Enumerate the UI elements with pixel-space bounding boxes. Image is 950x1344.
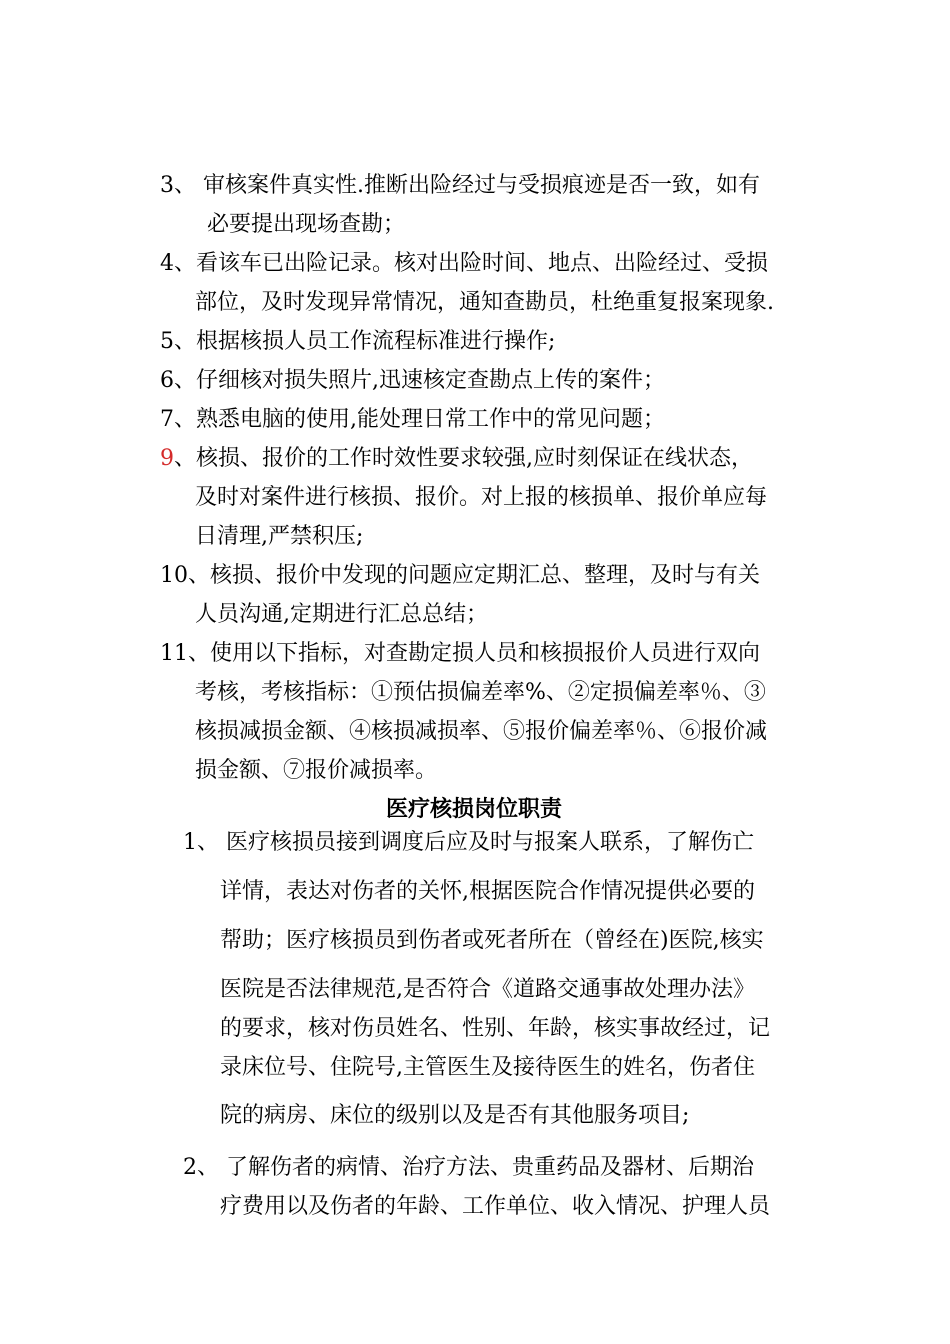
med-1-line-1: 1、 医疗核损员接到调度后应及时与报案人联系，了解伤亡 [183, 830, 754, 855]
item-11-line-1: 11、使用以下指标，对查勘定损人员和核损报价人员进行双向 [160, 641, 760, 666]
med-1-line-5: 的要求，核对伤员姓名、性别、年龄，核实事故经过，记 [220, 1016, 771, 1041]
item-3-line-1: 3、 审核案件真实性.推断出险经过与受损痕迹是否一致，如有 [160, 173, 760, 198]
item-5-line-1: 5、根据核损人员工作流程标准进行操作; [160, 329, 556, 354]
med-1-line-4: 医院是否法律规范,是否符合《道路交通事故处理办法》 [220, 977, 755, 1002]
item-9-line-3: 日清理,严禁积压; [195, 524, 364, 549]
item-9-line-1 [160, 444, 753, 474]
item-10-line-1: 10、核损、报价中发现的问题应定期汇总、整理，及时与有关 [160, 563, 760, 588]
item-11-line-3: 核损减损金额、④核损减损率、⑤报价偏差率％、⑥报价减 [195, 719, 768, 744]
section-title: 医疗核损岗位职责 [386, 796, 563, 822]
item-10-line-2: 人员沟通,定期进行汇总总结； [195, 602, 488, 627]
med-2-line-1: 2、 了解伤者的病情、治疗方法、贵重药品及器材、后期治 [183, 1155, 754, 1180]
item-9-line-2: 及时对案件进行核损、报价。对上报的核损单、报价单应每 [195, 485, 768, 510]
med-2-line-2: 疗费用以及伤者的年龄、工作单位、收入情况、护理人员 [220, 1194, 771, 1219]
item-11-line-2: 考核，考核指标：①预估损偏差率%、②定损偏差率％、③ [195, 680, 766, 705]
item-3-line-2: 必要提出现场查勘； [207, 212, 406, 237]
item-9-number: 9 [160, 446, 174, 471]
med-1-line-7: 院的病房、床位的级别以及是否有其他服务项目; [220, 1103, 690, 1128]
item-4-line-2: 部位，及时发现异常情况，通知查勘员，杜绝重复报案现象. [195, 290, 774, 315]
item-4-line-1: 4、看该车已出险记录。核对出险时间、地点、出险经过、受损 [160, 251, 768, 276]
item-6-line-1: 6、仔细核对损失照片,迅速核定查勘点上传的案件； [160, 368, 665, 393]
item-9-line-1-text: 、核损、报价的工作时效性要求较强,应时刻保证在线状态， [174, 446, 753, 471]
med-1-line-2: 详情，表达对伤者的关怀,根据医院合作情况提供必要的 [220, 879, 755, 904]
item-7-line-1: 7、熟悉电脑的使用,能处理日常工作中的常见问题； [160, 407, 665, 432]
item-11-line-4: 损金额、⑦报价减损率。 [195, 758, 438, 783]
med-1-line-3: 帮助；医疗核损员到伤者或死者所在（曾经在)医院,核实 [220, 928, 764, 953]
med-1-line-6: 录床位号、住院号,主管医生及接待医生的姓名，伤者住 [220, 1055, 755, 1080]
